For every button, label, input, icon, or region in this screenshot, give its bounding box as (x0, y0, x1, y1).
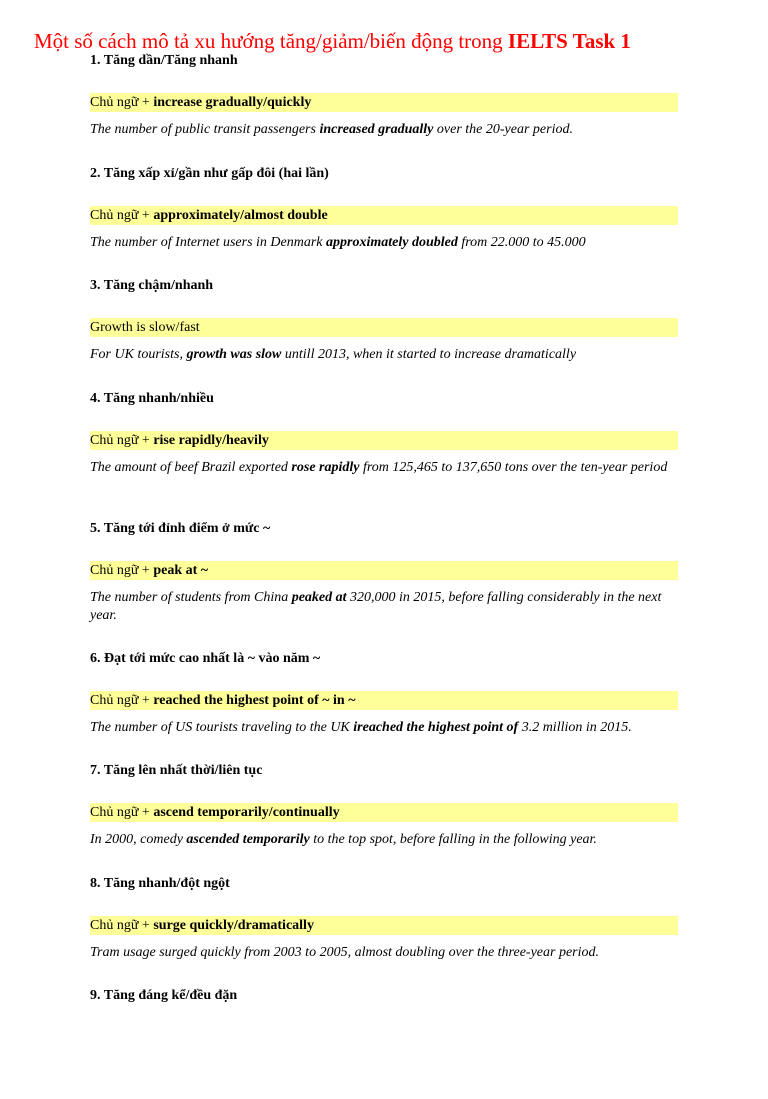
example-sentence (90, 944, 678, 962)
example-keyword: ascended temporarily (186, 832, 310, 847)
example-pre: The number of Internet users in Denmark (90, 234, 327, 250)
example-keyword: growth was slow (186, 347, 282, 362)
example-sentence (90, 234, 678, 252)
example-post: 320,000 in 2015, before falling considerably in the next year. (90, 589, 662, 623)
example-sentence (90, 459, 678, 477)
formula-highlight (90, 93, 678, 112)
section-6 (90, 649, 678, 762)
formula-prefix: Chủ ngữ + (90, 805, 154, 820)
section-8 (90, 874, 678, 987)
formula-highlight (90, 691, 678, 710)
formula-prefix: Growth is slow/fast (90, 320, 200, 335)
formula-prefix: Chủ ngữ + (90, 432, 154, 448)
section-heading: 9. Tăng đáng kể/đều đặn (90, 988, 238, 1003)
formula-keyword: increase gradually/quickly (153, 95, 312, 110)
section-3 (90, 276, 678, 389)
example-post: 3.2 million in 2015. (518, 719, 632, 735)
example-sentence (90, 589, 678, 625)
formula-prefix: Chủ ngữ + (90, 692, 154, 708)
section-heading: 8. Tăng nhanh/đột ngột (90, 875, 230, 891)
example-sentence (90, 346, 678, 364)
section-heading: 6. Đạt tới mức cao nhất là ~ vào năm ~ (90, 650, 321, 666)
formula-highlight (90, 431, 678, 450)
formula-prefix: Chủ ngữ + (90, 207, 154, 223)
formula-keyword: ascend temporarily/continually (153, 805, 340, 820)
formula-prefix: Chủ ngữ + (90, 917, 154, 933)
section-7 (90, 761, 678, 874)
example-keyword: ireached the highest point of (353, 719, 519, 735)
section-4 (90, 389, 678, 519)
formula-keyword: surge quickly/dramatically (153, 917, 314, 933)
example-pre: Tram usage surged quickly from 2003 to 2005, almost doubling over the three-year period. (90, 944, 599, 960)
section-heading: 4. Tăng nhanh/nhiều (90, 390, 214, 406)
title-bold-text: IELTS Task 1 (507, 29, 631, 53)
formula-highlight (90, 206, 678, 225)
example-pre: The amount of beef Brazil exported (90, 459, 292, 475)
example-pre: The number of students from China (90, 589, 292, 605)
sections-list (90, 51, 678, 1099)
example-post: to the top spot, before falling in the following year. (309, 832, 597, 847)
section-1 (90, 51, 678, 164)
section-9 (90, 986, 678, 1099)
formula-keyword: rise rapidly/heavily (153, 432, 269, 448)
formula-prefix: Chủ ngữ + (90, 95, 154, 110)
section-heading: 3. Tăng chậm/nhanh (90, 278, 214, 293)
section-heading: 2. Tăng xấp xỉ/gần như gấp đôi (hai lần) (90, 165, 329, 181)
section-5 (90, 519, 678, 649)
formula-prefix: Chủ ngữ + (90, 562, 154, 578)
section-2 (90, 164, 678, 277)
example-post: from 22.000 to 45.000 (457, 234, 586, 250)
formula-highlight (90, 803, 678, 822)
example-pre: The number of US tourists traveling to the UK (90, 719, 354, 735)
formula-highlight (90, 561, 678, 580)
example-keyword: approximately doubled (326, 234, 458, 250)
example-pre: In 2000, comedy (90, 832, 187, 847)
example-sentence (90, 719, 678, 737)
example-keyword: peaked at (291, 589, 347, 605)
formula-highlight (90, 318, 678, 337)
example-sentence (90, 831, 678, 849)
example-pre: The number of public transit passengers (90, 122, 320, 137)
section-heading: 7. Tăng lên nhất thời/liên tục (90, 763, 263, 778)
example-sentence (90, 121, 678, 139)
example-keyword: increased gradually (319, 122, 434, 137)
example-keyword: rose rapidly (291, 459, 360, 475)
formula-keyword: approximately/almost double (153, 207, 328, 223)
section-heading: 1. Tăng dần/Tăng nhanh (90, 53, 238, 68)
formula-keyword: peak at ~ (153, 562, 209, 578)
example-post: from 125,465 to 137,650 tons over the ten-year period (359, 459, 668, 475)
formula-keyword: reached the highest point of ~ in ~ (153, 692, 356, 708)
example-post: untill 2013, when it started to increase dramatically (281, 347, 577, 362)
title-normal-text: Một số cách mô tả xu hướng tăng/giảm/biến động trong (34, 29, 508, 53)
example-post: over the 20-year period. (433, 122, 573, 137)
formula-highlight (90, 916, 678, 935)
example-pre: For UK tourists, (90, 347, 187, 362)
section-heading: 5. Tăng tới đỉnh điểm ở mức ~ (90, 520, 271, 536)
